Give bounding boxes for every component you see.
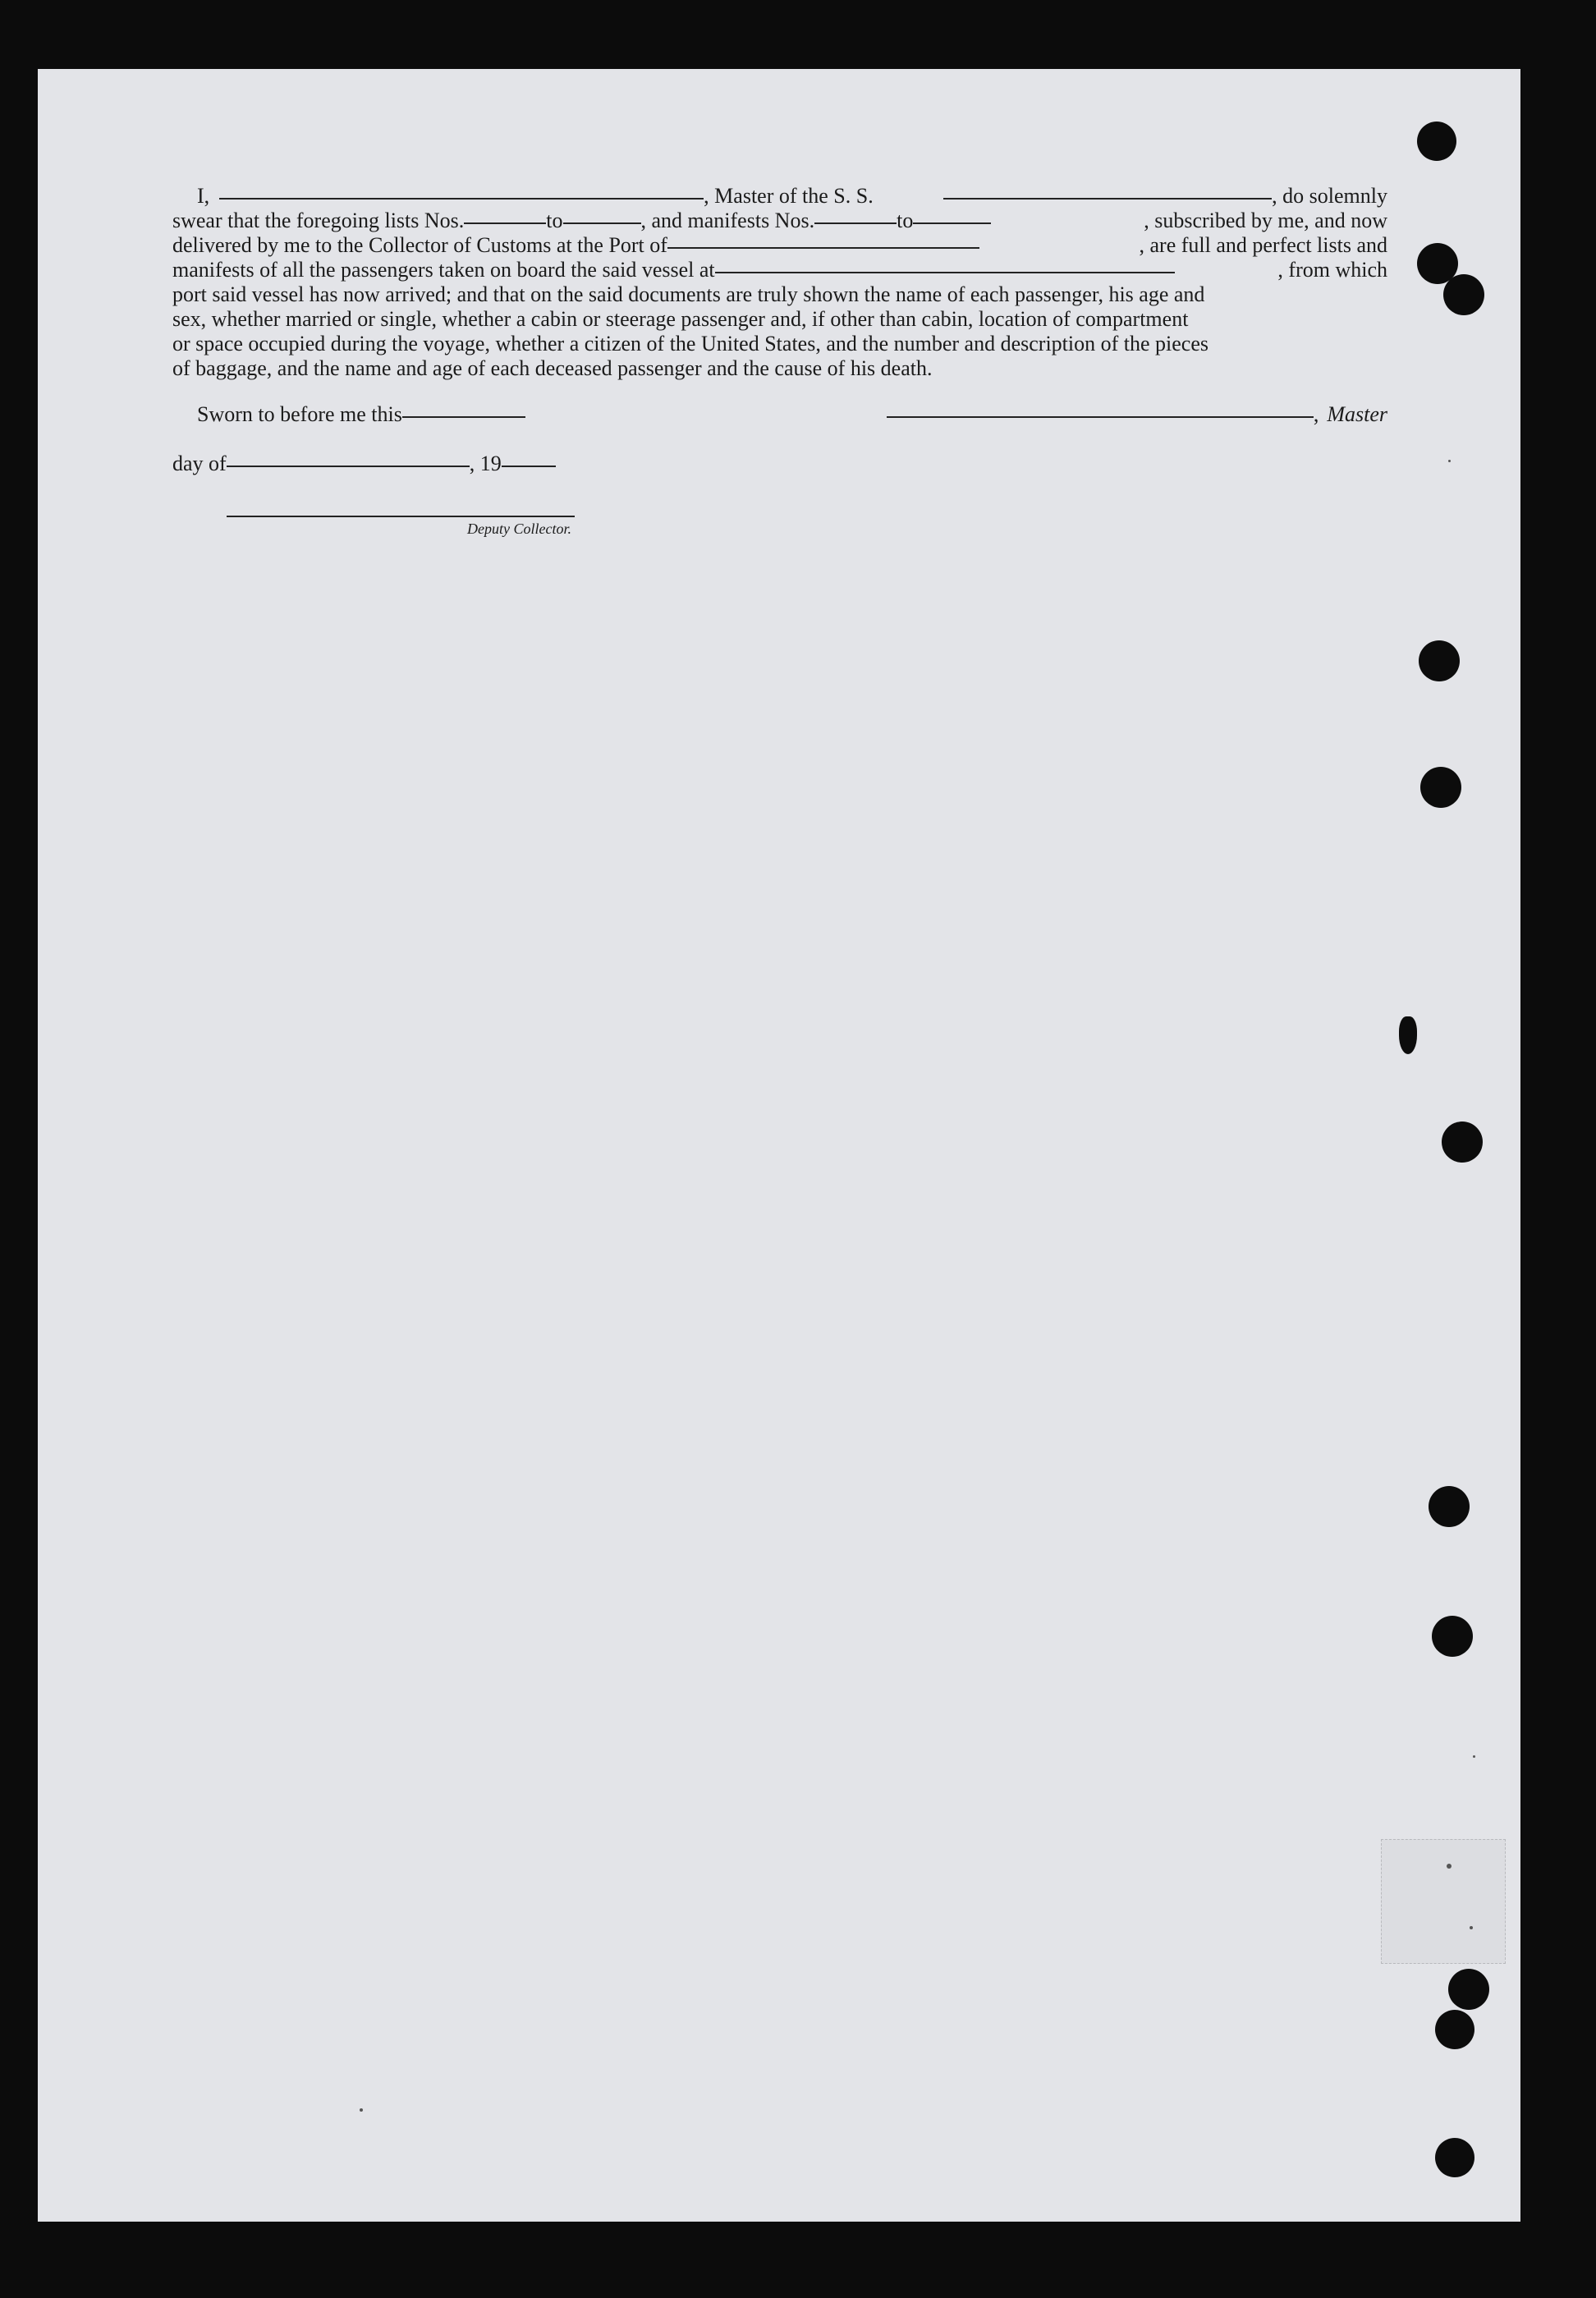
- punch-hole-icon: [1429, 1486, 1470, 1527]
- oath-text: , from which: [1277, 258, 1387, 282]
- speck: [360, 2108, 363, 2112]
- oath-text: , Master of the S. S.: [704, 184, 874, 208]
- punch-hole-icon: [1417, 122, 1456, 161]
- speck: [1448, 460, 1451, 462]
- list-no-from-blank: [464, 222, 546, 224]
- oath-line-6: [172, 307, 1387, 332]
- oath-line-7: [172, 332, 1387, 356]
- speck: [1473, 1755, 1475, 1758]
- month-blank: [227, 466, 470, 467]
- day-label: day of: [172, 452, 227, 475]
- oath-text: , and manifests Nos.: [640, 209, 815, 232]
- oath-line-4: [172, 258, 1387, 282]
- oath-text: of baggage, and the name and age of each deceased passenger and the cause of his death.: [172, 356, 933, 380]
- oath-line-2: [172, 209, 1387, 233]
- punch-hole-icon: [1435, 2010, 1474, 2049]
- oath-text: delivered by me to the Collector of Customs at the Port of: [172, 233, 667, 257]
- master-name-blank: [219, 198, 704, 200]
- oath-text: to: [897, 209, 914, 232]
- oath-text: , subscribed by me, and now: [1144, 209, 1387, 232]
- oath-line-1: [172, 184, 1387, 209]
- master-signature-blank: [887, 416, 1314, 418]
- oath-text: manifests of all the passengers taken on board the said vessel at: [172, 258, 715, 282]
- master-separator: ,: [1313, 402, 1319, 426]
- oath-text: , are full and perfect lists and: [1139, 233, 1387, 257]
- oath-text: port said vessel has now arrived; and that on the said documents are truly shown the name of each passenger, his age and: [172, 282, 1205, 306]
- port-of-departure-blank: [715, 272, 1175, 273]
- punch-hole-icon: [1442, 1121, 1483, 1163]
- sworn-label: Sworn to before me this: [197, 402, 402, 426]
- oath-line-8: [172, 356, 1387, 381]
- vessel-name-blank: [943, 198, 1272, 200]
- deputy-collector-label: Deputy Collector.: [467, 521, 571, 537]
- oath-line-5: [172, 282, 1387, 307]
- sworn-day-blank: [402, 416, 525, 418]
- punch-hole-icon: [1432, 1616, 1473, 1657]
- sworn-row: [172, 402, 1387, 427]
- speck: [1447, 1864, 1452, 1869]
- manifest-no-to-blank: [913, 222, 991, 224]
- oath-text: I,: [197, 184, 210, 208]
- form-page: [38, 69, 1520, 2222]
- oath-text: , do solemnly: [1272, 184, 1387, 208]
- year-blank: [502, 466, 556, 467]
- faint-stamp: [1381, 1839, 1506, 1964]
- port-blank: [667, 247, 979, 249]
- master-label: Master: [1327, 402, 1387, 426]
- oath-line-3: [172, 233, 1387, 258]
- oath-text: or space occupied during the voyage, whether a citizen of the United States, and the number and description of the pieces: [172, 332, 1209, 355]
- punch-hole-icon: [1399, 1016, 1417, 1054]
- day-row: [172, 452, 556, 476]
- manifest-no-from-blank: [814, 222, 897, 224]
- punch-hole-icon: [1443, 274, 1484, 315]
- oath-text: to: [546, 209, 563, 232]
- deputy-signature-line: [227, 516, 575, 517]
- oath-text: sex, whether married or single, whether a cabin or steerage passenger and, if other than cabin, location of compartment: [172, 307, 1189, 331]
- punch-hole-icon: [1435, 2138, 1474, 2177]
- year-prefix: , 19: [469, 452, 502, 475]
- speck: [1470, 1926, 1473, 1929]
- list-no-to-blank: [563, 222, 641, 224]
- punch-hole-icon: [1420, 767, 1461, 808]
- punch-hole-icon: [1448, 1969, 1489, 2010]
- oath-text: swear that the foregoing lists Nos.: [172, 209, 465, 232]
- oath-paragraph: [172, 184, 1387, 381]
- punch-hole-icon: [1419, 640, 1460, 681]
